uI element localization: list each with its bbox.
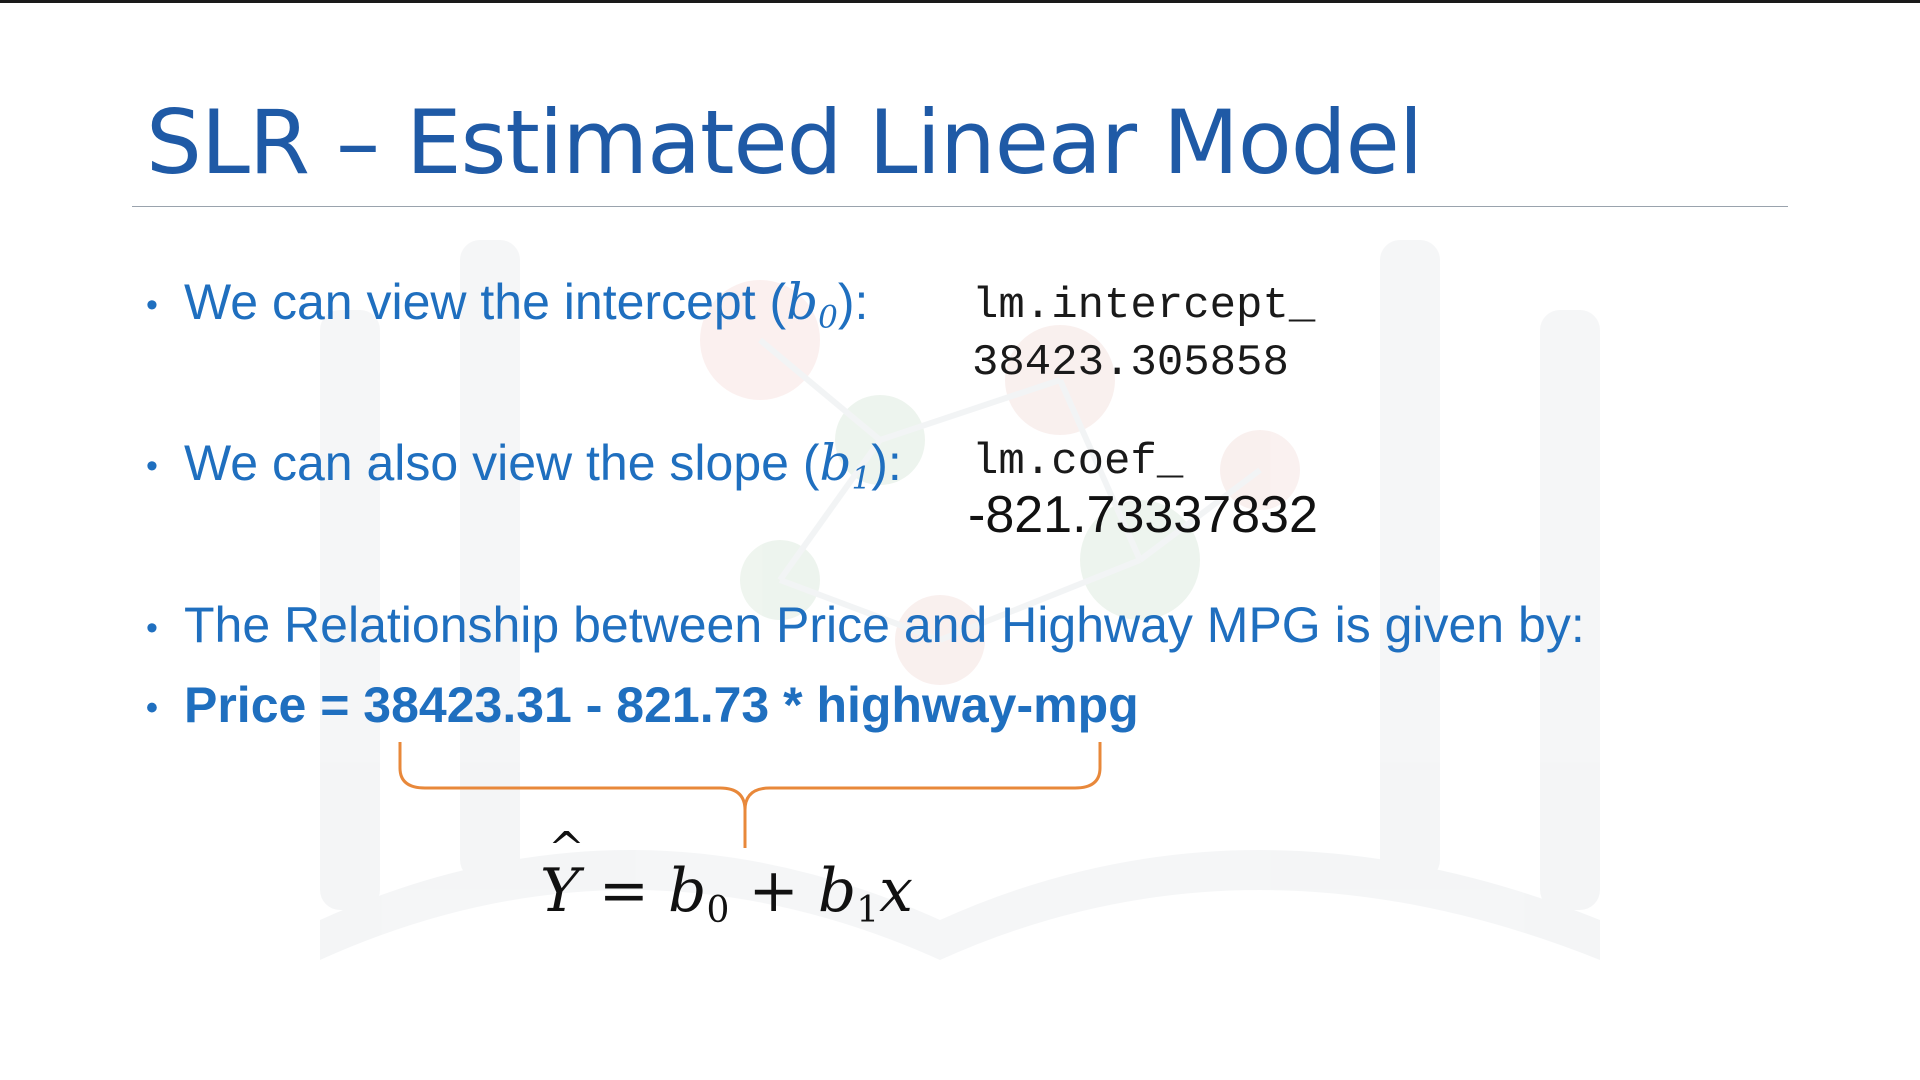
slope-symbol-sub: 1 (851, 460, 872, 497)
formula-b1-sub: 1 (856, 889, 880, 931)
slide-top-border (0, 0, 1920, 3)
model-formula (540, 855, 913, 932)
intercept-symbol-sub: 0 (818, 299, 838, 336)
bullet-dot-icon: • (146, 286, 158, 325)
code-intercept-value: 38423.305858 (972, 338, 1289, 388)
bullet-intercept-prefix: We can view the intercept ( (184, 274, 787, 330)
bullet-relationship (146, 595, 1585, 655)
formula-b0-sub: 0 (706, 889, 730, 931)
bullet-intercept-suffix: ): (837, 274, 869, 330)
title-divider (132, 206, 1788, 207)
bullet-dot-icon: • (146, 609, 158, 648)
slope-symbol (819, 434, 872, 497)
bullet-slope (146, 433, 902, 498)
bullet-slope-prefix: We can also view the slope ( (184, 435, 820, 491)
formula-b1: b (817, 856, 857, 926)
bullet-dot-icon: • (146, 447, 158, 486)
bullet-intercept (146, 272, 868, 337)
bullet-equation (146, 675, 1139, 735)
formula-b0: b (668, 856, 707, 926)
code-coef-value: -821.73337832 (968, 486, 1318, 544)
formula-equals: = (598, 856, 649, 926)
formula-y-hat: ^ Y (540, 855, 580, 927)
bullet-dot-icon: • (146, 689, 158, 728)
slope-symbol-var: b (819, 434, 852, 492)
intercept-symbol-var: b (786, 273, 819, 331)
formula-x: x (879, 856, 913, 926)
bullet-equation-text: Price = 38423.31 - 821.73 * highway-mpg (184, 677, 1139, 733)
slide-title: SLR – Estimated Linear Model (146, 91, 1423, 194)
bullet-relationship-text: The Relationship between Price and Highway MPG is given by: (184, 597, 1585, 653)
curly-brace-graphic (395, 740, 1105, 850)
code-intercept-command: lm.intercept_ (972, 281, 1316, 331)
formula-plus: + (748, 856, 799, 926)
code-coef-command: lm.coef_ (972, 437, 1184, 487)
intercept-symbol (786, 273, 838, 336)
bullet-slope-suffix: ): (871, 435, 902, 491)
